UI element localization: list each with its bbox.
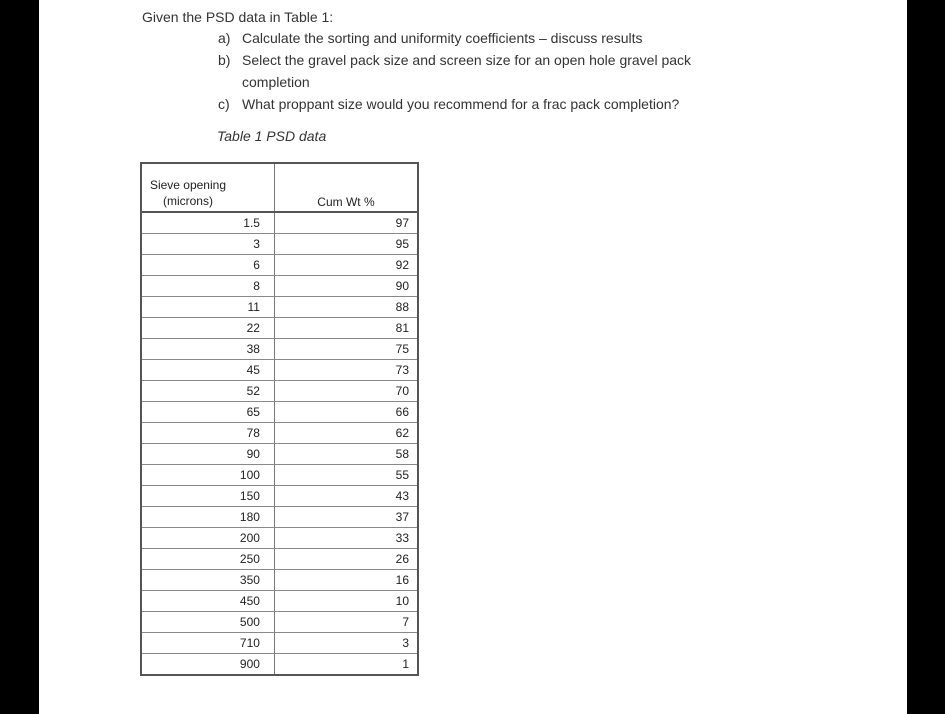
- sieve-opening-cell: 8: [141, 276, 274, 297]
- cum-wt-cell: 16: [274, 570, 418, 591]
- cum-wt-cell: 90: [274, 276, 418, 297]
- table-row: [141, 423, 418, 444]
- sieve-opening-cell: 78: [141, 423, 274, 444]
- table-row: [141, 276, 418, 297]
- table-row: [141, 381, 418, 402]
- cum-wt-cell: 73: [274, 360, 418, 381]
- sieve-opening-cell: 710: [141, 633, 274, 654]
- sieve-opening-cell: 38: [141, 339, 274, 360]
- table-row: [141, 402, 418, 423]
- sieve-opening-cell: 1.5: [141, 212, 274, 234]
- table-row: [141, 549, 418, 570]
- sieve-opening-cell: 200: [141, 528, 274, 549]
- table-row: [141, 212, 418, 234]
- cum-wt-cell: 10: [274, 591, 418, 612]
- cum-wt-cell: 1: [274, 654, 418, 676]
- sieve-opening-cell: 900: [141, 654, 274, 676]
- cum-wt-cell: 75: [274, 339, 418, 360]
- sieve-opening-cell: 180: [141, 507, 274, 528]
- question-letter: c): [218, 96, 230, 112]
- table-row: [141, 255, 418, 276]
- table-row: [141, 318, 418, 339]
- table-row: [141, 465, 418, 486]
- question-item: [218, 93, 778, 115]
- question-item: [218, 49, 778, 93]
- cum-wt-cell: 26: [274, 549, 418, 570]
- table-row: [141, 444, 418, 465]
- sieve-opening-cell: 11: [141, 297, 274, 318]
- cum-wt-cell: 7: [274, 612, 418, 633]
- cum-wt-cell: 3: [274, 633, 418, 654]
- header-cum-wt: Cum Wt %: [274, 163, 418, 212]
- document-page: [39, 0, 907, 714]
- header-sieve-line2: (microns): [162, 194, 213, 208]
- sieve-opening-cell: 65: [141, 402, 274, 423]
- table-row: [141, 360, 418, 381]
- sieve-opening-cell: 500: [141, 612, 274, 633]
- question-letter: b): [218, 52, 231, 68]
- table-header-row: [141, 163, 418, 212]
- cum-wt-cell: 92: [274, 255, 418, 276]
- table-row: [141, 633, 418, 654]
- table-row: [141, 486, 418, 507]
- table-row: [141, 654, 418, 676]
- cum-wt-cell: 37: [274, 507, 418, 528]
- sieve-opening-cell: 100: [141, 465, 274, 486]
- cum-wt-cell: 97: [274, 212, 418, 234]
- cum-wt-cell: 58: [274, 444, 418, 465]
- table-row: [141, 591, 418, 612]
- sieve-opening-cell: 3: [141, 234, 274, 255]
- table-row: [141, 297, 418, 318]
- cum-wt-cell: 95: [274, 234, 418, 255]
- cum-wt-cell: 33: [274, 528, 418, 549]
- cum-wt-cell: 88: [274, 297, 418, 318]
- table-row: [141, 507, 418, 528]
- table-row: [141, 612, 418, 633]
- sieve-opening-cell: 6: [141, 255, 274, 276]
- question-text: What proppant size would you recommend for a frac pack completion?: [242, 96, 680, 112]
- cum-wt-cell: 62: [274, 423, 418, 444]
- cum-wt-cell: 55: [274, 465, 418, 486]
- intro-text: Given the PSD data in Table 1:: [142, 9, 334, 25]
- table-row: [141, 234, 418, 255]
- sieve-opening-cell: 45: [141, 360, 274, 381]
- sieve-opening-cell: 350: [141, 570, 274, 591]
- psd-table: [140, 162, 419, 676]
- cum-wt-cell: 81: [274, 318, 418, 339]
- question-text: Select the gravel pack size and screen size for an open hole gravel pack completion: [242, 52, 692, 90]
- cum-wt-cell: 70: [274, 381, 418, 402]
- header-sieve-line1: Sieve opening: [149, 178, 226, 192]
- table-row: [141, 570, 418, 591]
- sieve-opening-cell: 90: [141, 444, 274, 465]
- cum-wt-cell: 66: [274, 402, 418, 423]
- question-text: Calculate the sorting and uniformity coefficients – discuss results: [242, 30, 643, 46]
- question-item: [218, 27, 778, 49]
- table-row: [141, 339, 418, 360]
- sieve-opening-cell: 52: [141, 381, 274, 402]
- sieve-opening-cell: 150: [141, 486, 274, 507]
- question-letter: a): [218, 30, 231, 46]
- table-caption: Table 1 PSD data: [217, 128, 327, 144]
- sieve-opening-cell: 250: [141, 549, 274, 570]
- table-row: [141, 528, 418, 549]
- sieve-opening-cell: 22: [141, 318, 274, 339]
- table-body: [141, 212, 418, 675]
- sieve-opening-cell: 450: [141, 591, 274, 612]
- question-list: [218, 27, 778, 115]
- cum-wt-cell: 43: [274, 486, 418, 507]
- header-sieve-opening: [141, 163, 274, 212]
